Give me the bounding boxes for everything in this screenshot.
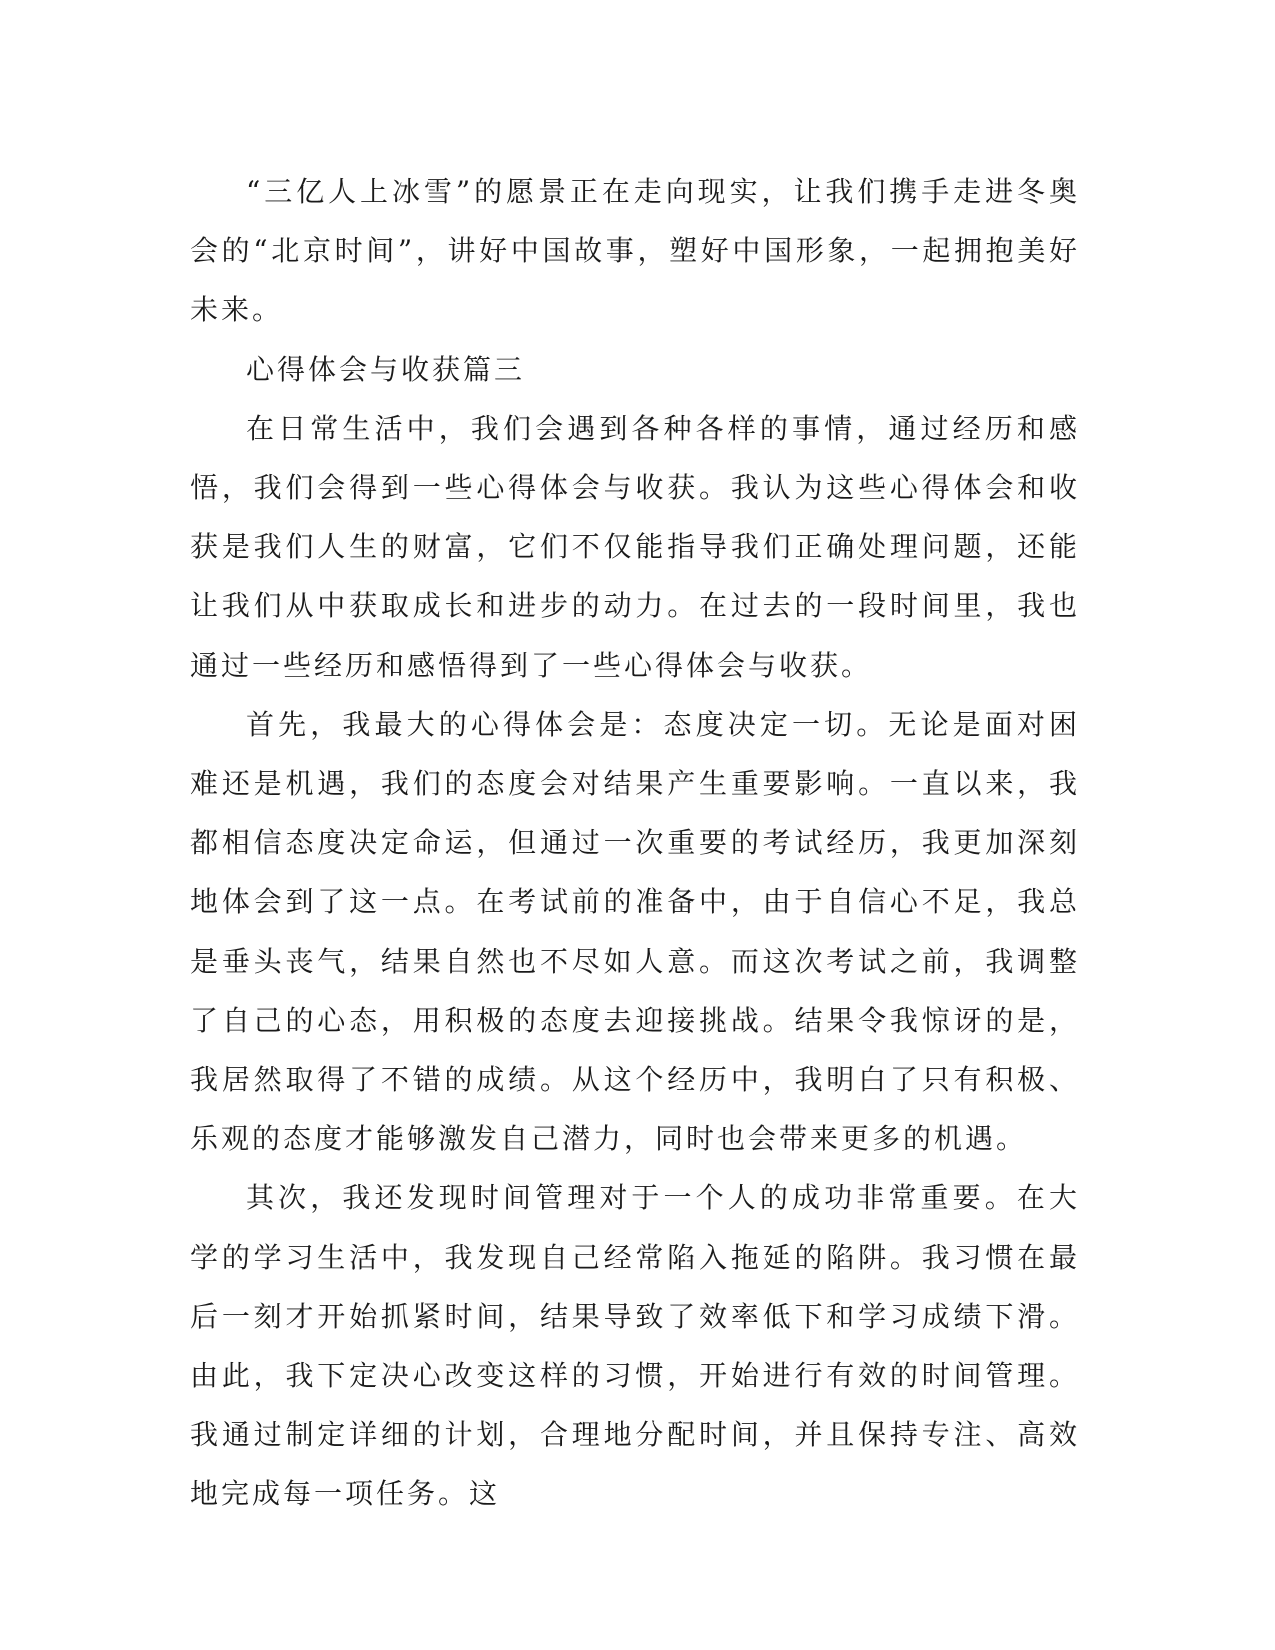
document-body	[190, 162, 1080, 1524]
section-heading: 心得体会与收获篇三	[246, 352, 526, 386]
body-paragraph-3: 其次，我还发现时间管理对于一个人的成功非常重要。在大学的学习生活中，我发现自己经常陷入拖延的陷阱。我习惯在最后一刻才开始抓紧时间，结果导致了效率低下和学习成绩下滑。由此，我下定决心改变这样的习惯，开始进行有效的时间管理。我通过制定详细的计划，合理地分配时间，并且保持专注、高效地完成每一项任务。这	[190, 1181, 1080, 1511]
body-paragraph-1: 在日常生活中，我们会遇到各种各样的事情，通过经历和感悟，我们会得到一些心得体会与收获。我认为这些心得体会和收获是我们人生的财富，它们不仅能指导我们正确处理问题，还能让我们从中获取成长和进步的动力。在过去的一段时间里，我也通过一些经历和感悟得到了一些心得体会与收获。	[190, 411, 1080, 682]
intro-paragraph: “三亿人上冰雪”的愿景正在走向现实，让我们携手走进冬奥会的“北京时间”，讲好中国故事，塑好中国形象，一起拥抱美好未来。	[190, 175, 1080, 327]
body-paragraph-2: 首先，我最大的心得体会是：态度决定一切。无论是面对困难还是机遇，我们的态度会对结果产生重要影响。一直以来，我都相信态度决定命运，但通过一次重要的考试经历，我更加深刻地体会到了这一点。在考试前的准备中，由于自信心不足，我总是垂头丧气，结果自然也不尽如人意。而这次考试之前，我调整了自己的心态，用积极的态度去迎接挑战。结果令我惊讶的是，我居然取得了不错的成绩。从这个经历中，我明白了只有积极、乐观的态度才能够激发自己潜力，同时也会带来更多的机遇。	[190, 707, 1080, 1156]
